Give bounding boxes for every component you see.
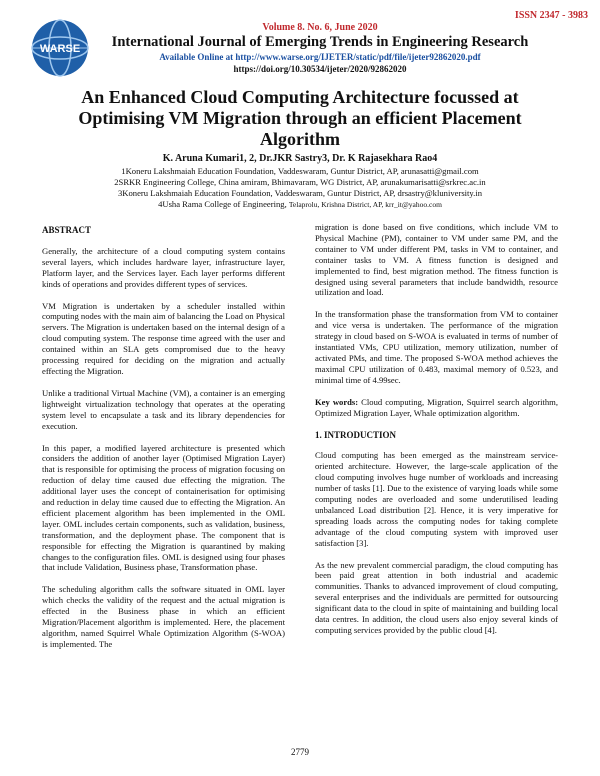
page-number: 2779	[291, 747, 309, 757]
intro-paragraph: Cloud computing has been emerged as the mainstream service-oriented architecture. However, the large-scale application of the cloud computing involves huge number of workloads and increasing number of tasks [1]. Due to the existence of varying loads while some computing nodes are overloaded and some underutilised leading unbalanced Load distribution [2]. Hence, it is very imperative for spreading loads across the computing nodes for taking complete advantage of the cloud computing system with improved user satisfaction [3].	[315, 450, 558, 548]
paper-title: An Enhanced Cloud Computing Architecture focussed at Optimising VM Migration through an efficient Placement Algorithm	[78, 87, 522, 149]
abstract-paragraph: VM Migration is undertaken by a scheduler installed within computing nodes with the main aim of balancing the Load on Physical servers. The Migration is undertaken based on the internal design of a cloud computing system. The response time agreed with the user and contained within an SLA gets compromised due to the heavy processing required for deciding on the migration and actually effecting the Migration.	[42, 300, 285, 376]
doi-link[interactable]: https://doi.org/10.30534/ijeter/2020/92862020	[233, 64, 407, 74]
available-online-link[interactable]: Available Online at http://www.warse.org/IJETER/static/pdf/file/ijeter92862020.pdf	[159, 52, 481, 62]
volume-info: Volume 8. No. 6, June 2020	[262, 22, 378, 33]
affiliation-4: 4Usha Rama College of Engineering, Telaprolu, Krishna District, AP, krr_it@yahoo.com	[158, 199, 442, 209]
affiliation-2: 2SRKR Engineering College, China amiram, Bhimavaram, WG District, AP, arunakumarisatti@srkrec.ac.in	[114, 177, 486, 187]
journal-name: International Journal of Emerging Trends in Engineering Research	[111, 34, 529, 50]
affiliation-3: 3Koneru Lakshmaiah Education Foundation, Vaddeswaram, Guntur District, AP, drsastry@kluniversity.in	[117, 188, 483, 198]
issn: ISSN 2347 - 3983	[514, 10, 588, 21]
affiliations	[0, 166, 600, 210]
abstract-paragraph: The scheduling algorithm calls the software situated in OML layer which checks the validity of the request and the actual migration is effected in the Business phase in which an efficient Migration/Placement algorithm is implemented. Here, the placement algorithm, named Squirrel Whale Optimization Algorithm (S-WOA) is implemented. The	[42, 584, 285, 649]
keywords: Key words: Cloud computing, Migration, Squirrel search algorithm, Optimized Migration Layer, Whale optimization algorithm.	[315, 396, 558, 418]
abstract-paragraph: migration is done based on five conditions, which include VM to Physical Machine (PM), container to VM under same PM, and the container to VM under different PM, tasks in VM to container, and container tasks to VM. A fitness function is designed and implemented to find, best migration method. The fitness function is designed using several parameters that include bandwidth, resource utilization and load.	[315, 222, 558, 298]
abstract-paragraph: Unlike a traditional Virtual Machine (VM), a container is an emerging lightweight virtualization technology that operates at the operating system level to encapsulate a task and its library dependencies for execution.	[42, 387, 285, 431]
authors: K. Aruna Kumari1, 2, Dr.JKR Sastry3, Dr. K Rajasekhara Rao4	[162, 153, 438, 164]
left-column	[42, 225, 285, 661]
right-column	[315, 222, 558, 647]
svg-text:WARSE: WARSE	[39, 43, 81, 55]
intro-paragraph: As the new prevalent commercial paradigm, the cloud computing has been paid great attention in both industrial and academic communities. Thanks to advanced improvement of cloud computing, several enterprises and the individuals are permitted for outsourcing significant data to the cloud in spite of maintaining and building local data centres. In addition, the cloud users also enjoy several kinds of computing services provided by the public cloud [4].	[315, 559, 558, 635]
abstract-paragraph: Generally, the architecture of a cloud computing system contains several layers, which includes hardware layer, infrastructure layer, Platform layer, and the Services layer. Each layer performs different kinds of operations and provides different types of services.	[42, 245, 285, 289]
abstract-heading: ABSTRACT	[42, 225, 92, 235]
abstract-paragraph: In the transformation phase the transformation from VM to container and vice versa is undertaken. The performance of the migration strategy in cloud based on S-WOA is evaluated in terms of number of instantiated VMs, CPU utilization, memory utilization, number of activated PMs, and time. The proposed S-WOA method achieves the maximal CPU utilization of 0.483, maximal memory of 0.523, and minimal time of 4.99sec.	[315, 309, 558, 385]
affiliation-1: 1Koneru Lakshmaiah Education Foundation, Vaddeswaram, Guntur District, AP, arunasatti@gmail.com	[121, 166, 479, 176]
introduction-heading: 1. INTRODUCTION	[315, 429, 397, 440]
abstract-paragraph: In this paper, a modified layered architecture is presented which considers the addition of another layer (Optimised Migration Layer) that is responsible for optimising the process of migration focusing on reduction of delay time caused due effecting the migration. The additional layer uses the concept of containerisation for optimising and reduction in delay time caused due to effecting the Migration. An efficient placement algorithm has been implemented in the OML layer. OML includes certain components, such as validation, business, transformation, and the deployment phase. The component that is responsible for effecting the Migration is quarantined by making changes to the configuration files. OML is designed using four phases that include Validation, Business phase, Transformation phase.	[42, 442, 285, 573]
